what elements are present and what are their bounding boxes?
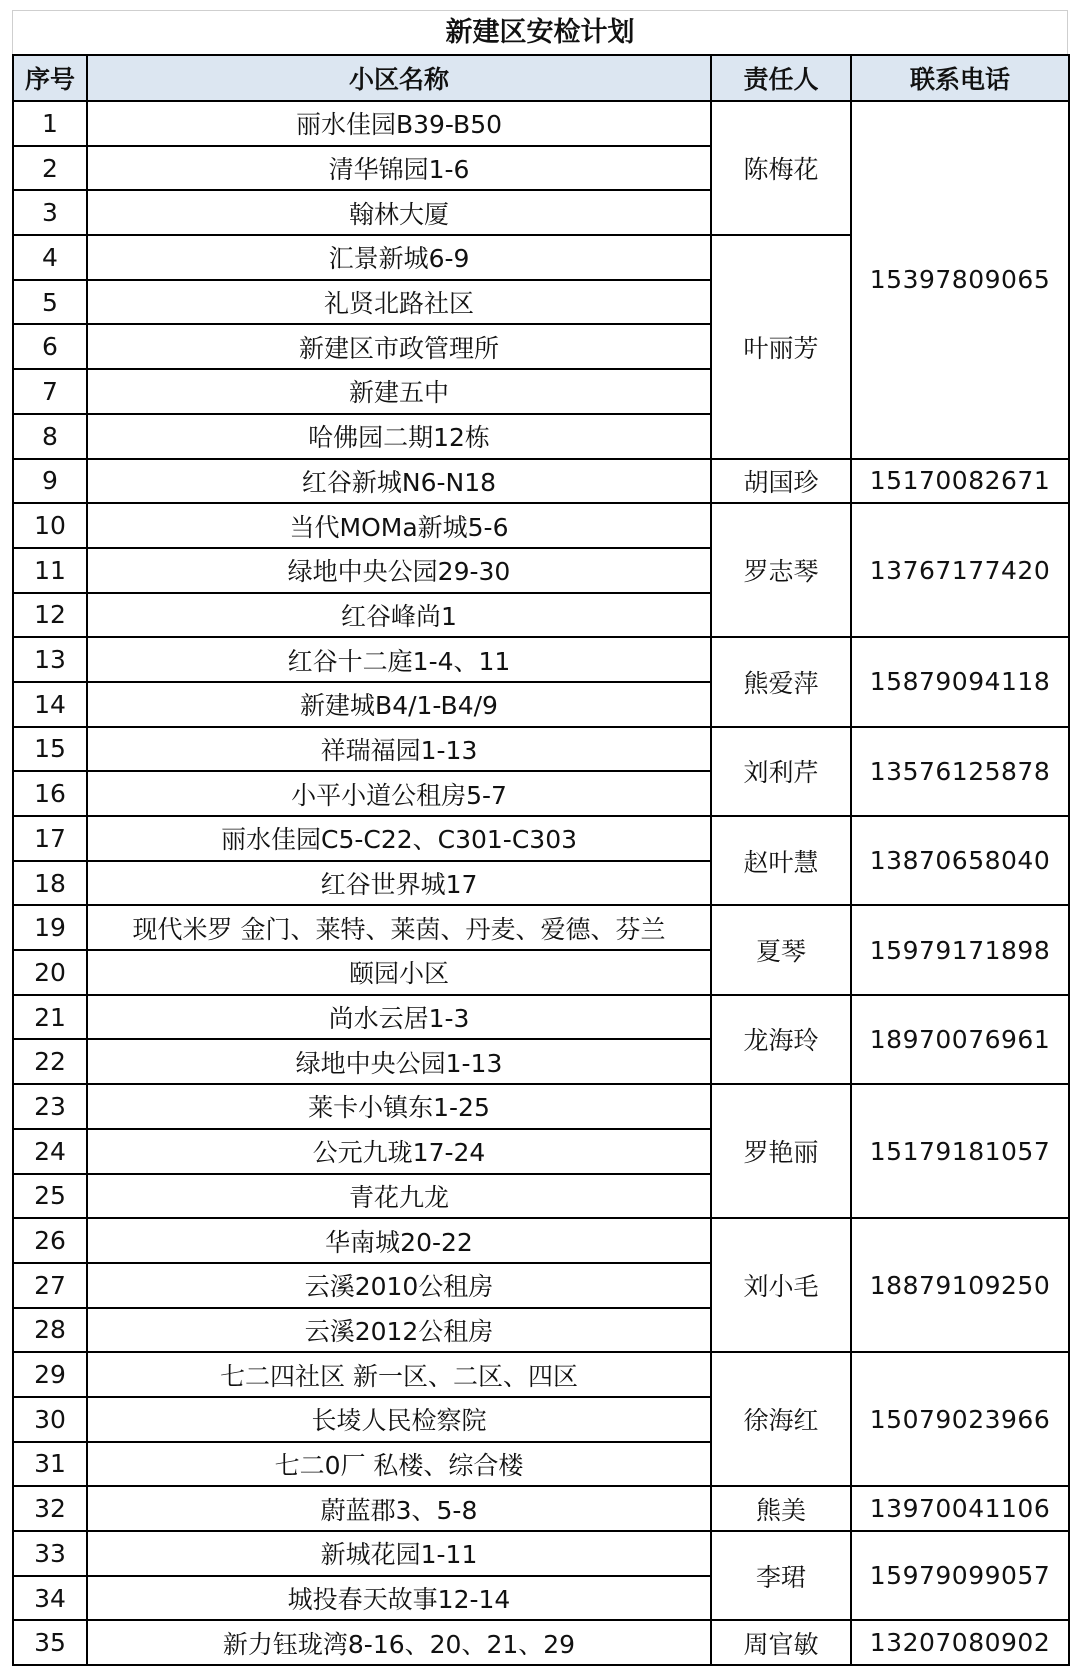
community-name: 翰林大厦 bbox=[87, 190, 711, 235]
row-number: 20 bbox=[13, 950, 87, 995]
contact-phone: 15879094118 bbox=[851, 637, 1069, 726]
row-number: 34 bbox=[13, 1576, 87, 1621]
table-row bbox=[13, 1084, 1069, 1129]
contact-phone: 13870658040 bbox=[851, 816, 1069, 905]
person-in-charge: 李珺 bbox=[711, 1531, 851, 1620]
row-number: 18 bbox=[13, 861, 87, 906]
community-name: 新建区市政管理所 bbox=[87, 324, 711, 369]
row-number: 19 bbox=[13, 905, 87, 950]
row-number: 16 bbox=[13, 771, 87, 816]
contact-phone: 18970076961 bbox=[851, 995, 1069, 1084]
community-name: 蔚蓝郡3、5-8 bbox=[87, 1486, 711, 1531]
person-in-charge: 陈梅花 bbox=[711, 101, 851, 235]
person-in-charge: 周官敏 bbox=[711, 1620, 851, 1665]
row-number: 10 bbox=[13, 503, 87, 548]
row-number: 1 bbox=[13, 101, 87, 146]
community-name: 祥瑞福园1-13 bbox=[87, 727, 711, 772]
community-name: 城投春天故事12-14 bbox=[87, 1576, 711, 1621]
table-row bbox=[13, 816, 1069, 861]
community-name: 七二四社区 新一区、二区、四区 bbox=[87, 1352, 711, 1397]
header-no: 序号 bbox=[13, 55, 87, 101]
row-number: 31 bbox=[13, 1442, 87, 1487]
community-name: 丽水佳园B39-B50 bbox=[87, 101, 711, 146]
row-number: 11 bbox=[13, 548, 87, 593]
row-number: 28 bbox=[13, 1308, 87, 1353]
row-number: 25 bbox=[13, 1174, 87, 1219]
schedule-sheet bbox=[12, 10, 1068, 1666]
person-in-charge: 龙海玲 bbox=[711, 995, 851, 1084]
community-name: 礼贤北路社区 bbox=[87, 280, 711, 325]
community-name: 现代米罗 金门、莱特、莱茵、丹麦、爱德、芬兰 bbox=[87, 905, 711, 950]
person-in-charge: 熊美 bbox=[711, 1486, 851, 1531]
community-name: 新建五中 bbox=[87, 369, 711, 414]
community-name: 长堎人民检察院 bbox=[87, 1397, 711, 1442]
row-number: 30 bbox=[13, 1397, 87, 1442]
row-number: 8 bbox=[13, 414, 87, 459]
row-number: 32 bbox=[13, 1486, 87, 1531]
person-in-charge: 罗志琴 bbox=[711, 503, 851, 637]
person-in-charge: 刘利芹 bbox=[711, 727, 851, 816]
community-name: 当代MOMa新城5-6 bbox=[87, 503, 711, 548]
header-person-in-charge: 责任人 bbox=[711, 55, 851, 101]
table-row bbox=[13, 503, 1069, 548]
community-name: 七二0厂 私楼、综合楼 bbox=[87, 1442, 711, 1487]
person-in-charge: 刘小毛 bbox=[711, 1218, 851, 1352]
sheet-title: 新建区安检计划 bbox=[12, 10, 1068, 54]
row-number: 26 bbox=[13, 1218, 87, 1263]
row-number: 27 bbox=[13, 1263, 87, 1308]
person-in-charge: 叶丽芳 bbox=[711, 235, 851, 458]
community-name: 云溪2010公租房 bbox=[87, 1263, 711, 1308]
community-name: 绿地中央公园29-30 bbox=[87, 548, 711, 593]
row-number: 13 bbox=[13, 637, 87, 682]
row-number: 24 bbox=[13, 1129, 87, 1174]
row-number: 9 bbox=[13, 459, 87, 504]
person-in-charge: 熊爱萍 bbox=[711, 637, 851, 726]
community-name: 青花九龙 bbox=[87, 1174, 711, 1219]
community-name: 云溪2012公租房 bbox=[87, 1308, 711, 1353]
person-in-charge: 赵叶慧 bbox=[711, 816, 851, 905]
contact-phone: 18879109250 bbox=[851, 1218, 1069, 1352]
table-row bbox=[13, 459, 1069, 504]
community-name: 新力钰珑湾8-16、20、21、29 bbox=[87, 1620, 711, 1665]
contact-phone: 13767177420 bbox=[851, 503, 1069, 637]
row-number: 35 bbox=[13, 1620, 87, 1665]
contact-phone: 13970041106 bbox=[851, 1486, 1069, 1531]
community-name: 汇景新城6-9 bbox=[87, 235, 711, 280]
row-number: 12 bbox=[13, 593, 87, 638]
contact-phone: 15179181057 bbox=[851, 1084, 1069, 1218]
community-name: 清华锦园1-6 bbox=[87, 146, 711, 191]
row-number: 22 bbox=[13, 1039, 87, 1084]
community-name: 红谷十二庭1-4、11 bbox=[87, 637, 711, 682]
header-row bbox=[13, 55, 1069, 101]
community-name: 红谷世界城17 bbox=[87, 861, 711, 906]
community-name: 哈佛园二期12栋 bbox=[87, 414, 711, 459]
row-number: 7 bbox=[13, 369, 87, 414]
community-name: 绿地中央公园1-13 bbox=[87, 1039, 711, 1084]
header-phone: 联系电话 bbox=[851, 55, 1069, 101]
community-name: 颐园小区 bbox=[87, 950, 711, 995]
contact-phone: 13207080902 bbox=[851, 1620, 1069, 1665]
row-number: 17 bbox=[13, 816, 87, 861]
table-row bbox=[13, 1620, 1069, 1665]
table-row bbox=[13, 905, 1069, 950]
community-name: 尚水云居1-3 bbox=[87, 995, 711, 1040]
person-in-charge: 胡国珍 bbox=[711, 459, 851, 504]
contact-phone: 13576125878 bbox=[851, 727, 1069, 816]
table-row bbox=[13, 637, 1069, 682]
table-row bbox=[13, 1486, 1069, 1531]
contact-phone: 15397809065 bbox=[851, 101, 1069, 459]
row-number: 33 bbox=[13, 1531, 87, 1576]
row-number: 23 bbox=[13, 1084, 87, 1129]
row-number: 4 bbox=[13, 235, 87, 280]
community-name: 公元九珑17-24 bbox=[87, 1129, 711, 1174]
table-row bbox=[13, 995, 1069, 1040]
table-row bbox=[13, 1352, 1069, 1397]
contact-phone: 15079023966 bbox=[851, 1352, 1069, 1486]
community-name: 丽水佳园C5-C22、C301-C303 bbox=[87, 816, 711, 861]
table-body bbox=[13, 101, 1069, 1665]
row-number: 14 bbox=[13, 682, 87, 727]
row-number: 5 bbox=[13, 280, 87, 325]
contact-phone: 15170082671 bbox=[851, 459, 1069, 504]
community-name: 小平小道公租房5-7 bbox=[87, 771, 711, 816]
row-number: 3 bbox=[13, 190, 87, 235]
person-in-charge: 夏琴 bbox=[711, 905, 851, 994]
community-name: 莱卡小镇东1-25 bbox=[87, 1084, 711, 1129]
person-in-charge: 罗艳丽 bbox=[711, 1084, 851, 1218]
table-row bbox=[13, 727, 1069, 772]
contact-phone: 15979099057 bbox=[851, 1531, 1069, 1620]
table-row bbox=[13, 101, 1069, 146]
table-row bbox=[13, 1218, 1069, 1263]
community-name: 新建城B4/1-B4/9 bbox=[87, 682, 711, 727]
row-number: 15 bbox=[13, 727, 87, 772]
community-name: 华南城20-22 bbox=[87, 1218, 711, 1263]
community-name: 红谷新城N6-N18 bbox=[87, 459, 711, 504]
contact-phone: 15979171898 bbox=[851, 905, 1069, 994]
schedule-table bbox=[12, 54, 1070, 1666]
row-number: 21 bbox=[13, 995, 87, 1040]
row-number: 29 bbox=[13, 1352, 87, 1397]
community-name: 新城花园1-11 bbox=[87, 1531, 711, 1576]
table-row bbox=[13, 1531, 1069, 1576]
row-number: 2 bbox=[13, 146, 87, 191]
header-community-name: 小区名称 bbox=[87, 55, 711, 101]
person-in-charge: 徐海红 bbox=[711, 1352, 851, 1486]
row-number: 6 bbox=[13, 324, 87, 369]
community-name: 红谷峰尚1 bbox=[87, 593, 711, 638]
